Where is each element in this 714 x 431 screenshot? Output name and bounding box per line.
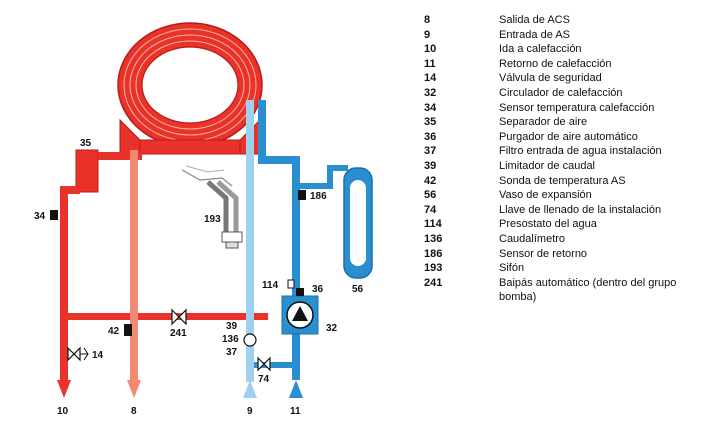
legend-text: Válvula de seguridad [499, 72, 602, 85]
legend-text: Retorno de calefacción [499, 57, 612, 70]
legend-item [424, 115, 714, 130]
siphon [182, 166, 242, 248]
legend-number: 8 [424, 14, 431, 26]
callout-34: 34 [34, 211, 46, 222]
flowmeter [244, 334, 256, 346]
outlet-label-8: 8 [131, 406, 137, 417]
legend-number: 10 [424, 43, 437, 56]
legend-item [424, 13, 714, 28]
legend-text: Baipás automático (dentro del grupo bomba) [499, 276, 677, 304]
expansion-vessel [344, 168, 372, 278]
legend-text: Presostato del agua [499, 218, 597, 231]
callout-136: 136 [222, 334, 239, 345]
legend-text: Sifón [499, 262, 525, 275]
legend-item [424, 217, 714, 232]
legend-item [424, 101, 714, 116]
legend-number: 114 [424, 218, 442, 231]
callout-32: 32 [326, 323, 338, 334]
callout-42: 42 [108, 326, 120, 337]
callout-35: 35 [80, 138, 92, 149]
legend-number: 136 [424, 232, 443, 245]
legend-item [424, 71, 714, 86]
legend-text: Sonda de temperatura AS [499, 174, 626, 187]
water-pressure-switch [288, 280, 294, 288]
legend-number: 9 [424, 28, 431, 41]
callout-186: 186 [310, 191, 327, 202]
legend-number: 42 [424, 174, 437, 187]
heat-exchanger [118, 23, 262, 154]
safety-valve [68, 348, 88, 360]
callout-37: 37 [226, 347, 238, 358]
callout-74: 74 [258, 374, 270, 385]
callout-14: 14 [92, 350, 104, 361]
legend-item [424, 57, 714, 72]
legend-text: Filtro entrada de agua instalación [499, 145, 662, 158]
legend-number: 193 [424, 262, 443, 275]
legend-text: Purgador de aire automático [499, 130, 638, 143]
heating-return-circuit [243, 100, 348, 398]
callout-241: 241 [170, 328, 187, 339]
legend-number: 241 [424, 276, 443, 289]
legend-number: 34 [424, 101, 437, 114]
legend-item [424, 159, 714, 174]
legend-item [424, 232, 714, 247]
bypass-valve [172, 310, 186, 324]
callout-39: 39 [226, 321, 238, 332]
outlet-label-11: 11 [290, 406, 301, 417]
legend [424, 13, 714, 305]
legend-number: 74 [424, 203, 437, 216]
heating-flow-circuit [57, 150, 268, 398]
heating-temp-sensor [50, 210, 58, 220]
legend-item [424, 261, 714, 276]
legend-number: 11 [424, 57, 436, 70]
legend-number: 56 [424, 189, 437, 202]
return-sensor [298, 190, 306, 200]
legend-number: 14 [424, 72, 437, 85]
legend-item [424, 130, 714, 145]
legend-number: 32 [424, 86, 437, 99]
legend-text: Circulador de calefacción [499, 86, 623, 99]
legend-text: Ida a calefacción [499, 43, 582, 56]
legend-number: 37 [424, 145, 437, 158]
legend-text: Llave de llenado de la instalación [499, 203, 662, 216]
legend-item [424, 144, 714, 159]
legend-item [424, 42, 714, 57]
legend-text: Caudalímetro [499, 232, 566, 245]
dhw-temp-probe [124, 324, 132, 336]
legend-item [424, 247, 714, 262]
legend-item [424, 203, 714, 218]
legend-text: Separador de aire [499, 116, 588, 129]
callout-36: 36 [312, 284, 324, 295]
outlet-label-9: 9 [247, 406, 253, 417]
legend-number: 186 [424, 247, 443, 260]
legend-text: Salida de ACS [499, 14, 570, 26]
legend-text: Sensor de retorno [499, 247, 588, 260]
legend-text: Sensor temperatura calefacción [499, 101, 655, 114]
legend-text: Limitador de caudal [499, 159, 596, 172]
callout-56: 56 [352, 284, 364, 295]
legend-item [424, 174, 714, 189]
legend-text: Entrada de AS [499, 28, 570, 41]
legend-text: Vaso de expansión [499, 189, 592, 202]
callout-114: 114 [262, 280, 279, 291]
legend-number: 36 [424, 130, 437, 143]
legend-number: 39 [424, 159, 437, 172]
legend-item [424, 276, 714, 305]
legend-item [424, 28, 714, 43]
outlet-label-10: 10 [57, 406, 69, 417]
legend-number: 35 [424, 116, 437, 129]
callout-193: 193 [204, 214, 221, 225]
legend-item [424, 188, 714, 203]
filling-valve [258, 358, 270, 370]
legend-item [424, 86, 714, 101]
